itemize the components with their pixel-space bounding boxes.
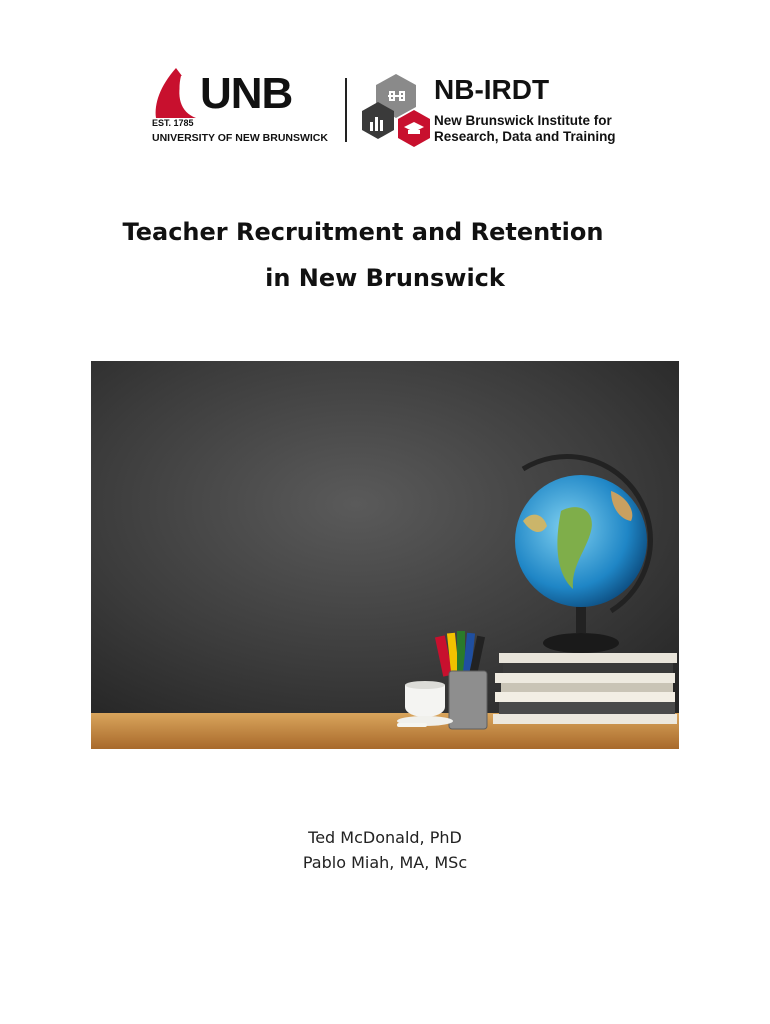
logo-divider [345, 78, 347, 142]
author-1: Ted McDonald, PhD [308, 828, 462, 847]
unb-wordmark: UNB [200, 69, 293, 118]
coffee-cup [397, 681, 453, 726]
book-stack [493, 653, 677, 724]
nbirdt-hexagon-icon [360, 72, 432, 152]
chalk-pieces [397, 723, 427, 727]
logo-banner [140, 62, 640, 152]
unb-full-name: UNIVERSITY OF NEW BRUNSWICK [152, 132, 328, 144]
author-2: Pablo Miah, MA, MSc [302, 853, 468, 872]
nbirdt-tagline-line2: Research, Data and Training [434, 129, 616, 144]
unb-established: EST. 1785 [152, 118, 194, 128]
nbirdt-wordmark: NB-IRDT [434, 74, 550, 105]
cover-photo-classroom [91, 361, 679, 749]
report-title-line2: in New Brunswick [265, 264, 505, 292]
nbirdt-tagline-line1: New Brunswick Institute for [434, 113, 612, 128]
report-title-line1: Teacher Recruitment and Retention [122, 218, 604, 246]
unb-logo [140, 62, 340, 152]
unb-sail-icon [146, 66, 206, 126]
